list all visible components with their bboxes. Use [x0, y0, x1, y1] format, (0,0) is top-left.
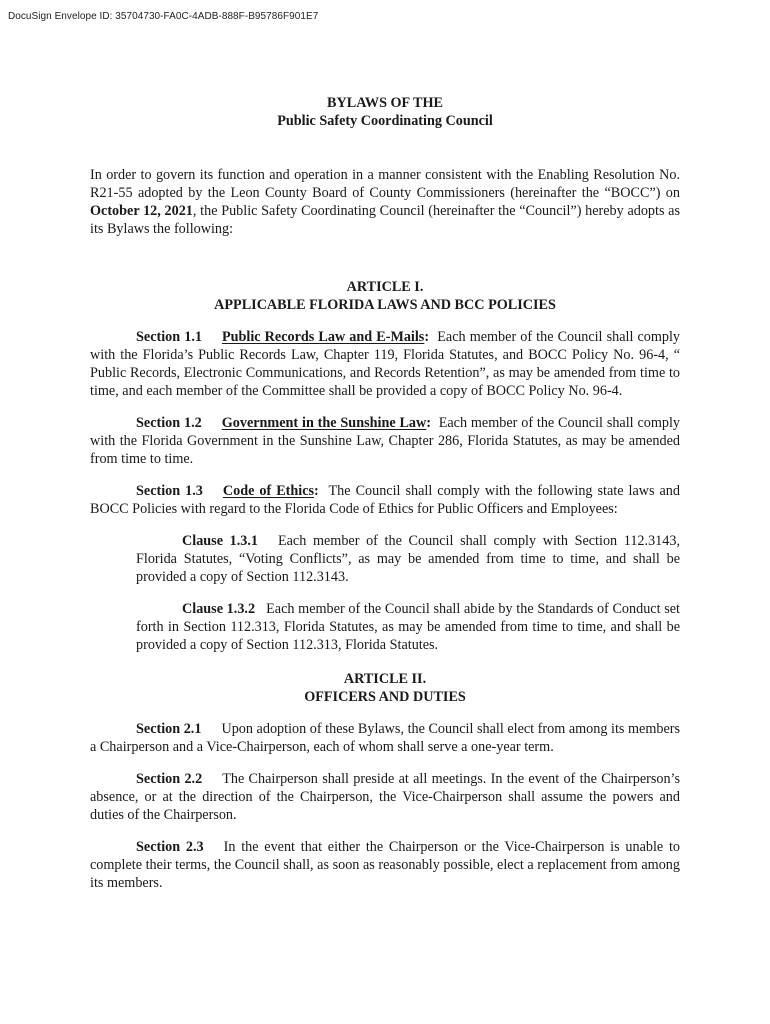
- intro-text-before: In order to govern its function and operation in a manner consistent with the Enabling Resolution No. R21-55 adopted by the Leon County Board of County Commissioners (hereinafter the “BOCC”) on: [90, 167, 680, 201]
- section-label: Section 2.1: [136, 721, 202, 737]
- article-1-heading: [90, 278, 680, 314]
- section-text: Each member of the Council shall comply with the Florida Government in the Sunshine Law, Chapter 286, Florida Statutes, as may be amended from time to time.: [90, 415, 681, 467]
- title-line-2: Public Safety Coordinating Council: [277, 113, 493, 129]
- section-text: The Council shall comply with the following state laws and BOCC Policies with regard to the Florida Code of Ethics for Public Officers and Employees:: [90, 483, 680, 517]
- section-colon: :: [314, 483, 319, 499]
- intro-text-after: , the Public Safety Coordinating Council (hereinafter the “Council”) hereby adopts as its Bylaws the following:: [90, 203, 681, 237]
- adoption-date: October 12, 2021: [90, 203, 193, 219]
- section-colon: :: [426, 415, 432, 431]
- clause-text: Each member of the Council shall abide by the Standards of Conduct set forth in Section 112.313, Florida Statutes, as may be amended from time to time, and shall be provided a copy of Section 112.313, Florida Statutes.: [136, 601, 680, 653]
- clause-label: Clause 1.3.2: [182, 601, 256, 617]
- intro-paragraph: [90, 166, 680, 238]
- section-text: In the event that either the Chairperson or the Vice-Chairperson is unable to complete their terms, the Council shall, as soon as reasonably possible, elect a replacement from among its members.: [90, 839, 680, 891]
- clause-1-3-1: [136, 532, 680, 586]
- section-colon: :: [424, 329, 430, 345]
- article-2-title: OFFICERS AND DUTIES: [304, 689, 466, 705]
- section-text: Upon adoption of these Bylaws, the Council shall elect from among its members a Chairperson and a Vice-Chairperson, each of whom shall serve a one-year term.: [90, 721, 681, 755]
- article-1-title: APPLICABLE FLORIDA LAWS AND BCC POLICIES: [214, 297, 556, 313]
- section-label: Section 1.3: [136, 483, 203, 499]
- section-text: The Chairperson shall preside at all meetings. In the event of the Chairperson’s absence, or at the direction of the Chairperson, the Vice-Chairperson shall assume the powers and duties of the Chairperson.: [90, 771, 681, 823]
- article-2-heading: [90, 670, 680, 706]
- section-1-3: [90, 482, 680, 518]
- section-label: Section 1.1: [136, 329, 202, 345]
- section-title: Public Records Law and E-Mails: [221, 329, 425, 345]
- article-1-number: ARTICLE I.: [346, 279, 424, 295]
- section-text: Each member of the Council shall comply with the Florida’s Public Records Law, Chapter 119, Florida Statutes, and BOCC Policy No. 96-4, “ Public Records, Electronic Communications, and Records Retention”, as may be amended from time to time, and each member of the Committee shall be provided a copy of BOCC Policy No. 96-4.: [90, 329, 681, 399]
- article-2-number: ARTICLE II.: [343, 671, 427, 687]
- clause-label: Clause 1.3.1: [182, 533, 259, 549]
- section-2-1: [90, 720, 680, 756]
- bylaws-document: [90, 94, 680, 892]
- section-label: Section 2.3: [136, 839, 204, 855]
- section-2-2: [90, 770, 680, 824]
- title-line-1: BYLAWS OF THE: [327, 95, 443, 111]
- clause-1-3-2: [136, 600, 680, 654]
- section-title: Government in the Sunshine Law: [221, 415, 427, 431]
- section-1-2: [90, 414, 680, 468]
- section-label: Section 1.2: [136, 415, 202, 431]
- section-2-3: [90, 838, 680, 892]
- section-title: Code of Ethics: [222, 483, 315, 499]
- section-label: Section 2.2: [136, 771, 203, 787]
- section-1-1: [90, 328, 680, 400]
- docusign-envelope-id: DocuSign Envelope ID: 35704730-FA0C-4ADB-888F-B95786F901E7: [8, 11, 319, 22]
- document-title: [90, 94, 680, 130]
- clause-text: Each member of the Council shall comply with Section 112.3143, Florida Statutes, “Voting Conflicts”, as may be amended from time to time, and shall be provided a copy of Section 112.3143.: [136, 533, 680, 585]
